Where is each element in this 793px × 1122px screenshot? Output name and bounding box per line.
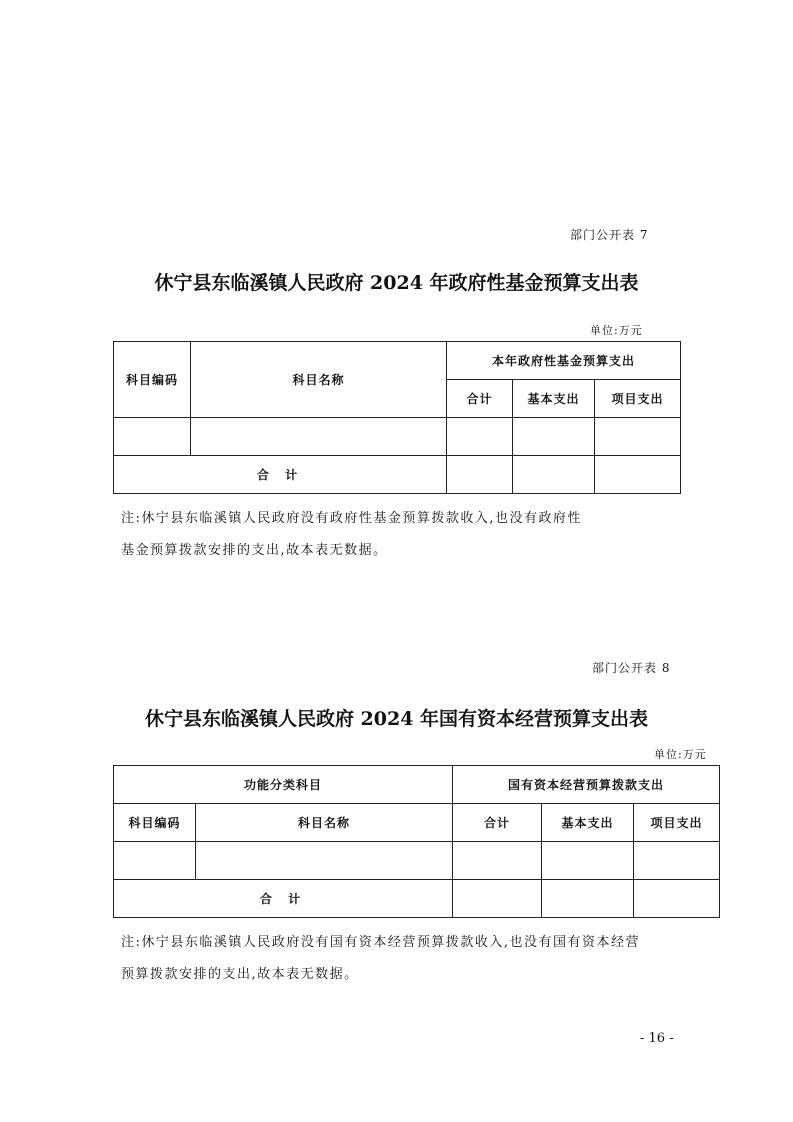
cell-code	[114, 418, 191, 456]
government-fund-expenditure-table	[113, 341, 681, 494]
cell-name	[196, 842, 453, 880]
column-header-name: 科目名称	[191, 342, 447, 418]
column-group-header: 本年政府性基金预算支出	[447, 342, 681, 380]
unit-label: 单位:万元	[654, 748, 707, 761]
note-line: 注:休宁县东临溪镇人民政府没有政府性基金预算拨款收入,也没有政府性	[121, 511, 583, 526]
total-label: 合 计	[114, 880, 453, 918]
cell-code	[114, 842, 196, 880]
note-line: 预算拨款安排的支出,故本表无数据。	[121, 967, 359, 982]
table-label: 部门公开表 8	[592, 661, 671, 675]
cell-basic	[513, 418, 595, 456]
note-line: 基金预算拨款安排的支出,故本表无数据。	[121, 543, 388, 558]
cell-name	[191, 418, 447, 456]
total-cell-total	[453, 880, 542, 918]
cell-total	[447, 418, 513, 456]
column-header-project: 项目支出	[634, 804, 720, 842]
unit-label: 单位:万元	[590, 324, 643, 337]
column-header-total: 合计	[447, 380, 513, 418]
note-line: 注:休宁县东临溪镇人民政府没有国有资本经营预算拨款收入,也没有国有资本经营	[121, 935, 641, 950]
table-row	[114, 842, 720, 880]
cell-basic	[542, 842, 634, 880]
table-title: 休宁县东临溪镇人民政府 2024 年政府性基金预算支出表	[154, 272, 639, 294]
table-note	[121, 503, 582, 567]
cell-total	[453, 842, 542, 880]
column-header-basic: 基本支出	[542, 804, 634, 842]
cell-project	[634, 842, 720, 880]
total-cell-total	[447, 456, 513, 494]
total-cell-project	[595, 456, 681, 494]
table-title: 休宁县东临溪镇人民政府 2024 年国有资本经营预算支出表	[144, 708, 649, 730]
table-label: 部门公开表 7	[570, 228, 649, 242]
total-cell-project	[634, 880, 720, 918]
total-row	[114, 456, 681, 494]
column-header-project: 项目支出	[595, 380, 681, 418]
column-header-name: 科目名称	[196, 804, 453, 842]
column-header-total: 合计	[453, 804, 542, 842]
column-header-code: 科目编码	[114, 342, 191, 418]
table-row	[114, 418, 681, 456]
total-label: 合 计	[114, 456, 447, 494]
total-cell-basic	[513, 456, 595, 494]
column-group-header-functional: 功能分类科目	[114, 766, 453, 804]
column-header-basic: 基本支出	[513, 380, 595, 418]
total-cell-basic	[542, 880, 634, 918]
column-group-header-expenditure: 国有资本经营预算拨款支出	[453, 766, 720, 804]
column-header-code: 科目编码	[114, 804, 196, 842]
state-capital-expenditure-table	[113, 765, 720, 918]
table-note	[121, 927, 640, 991]
page-number: - 16 -	[640, 1031, 674, 1046]
cell-project	[595, 418, 681, 456]
total-row	[114, 880, 720, 918]
